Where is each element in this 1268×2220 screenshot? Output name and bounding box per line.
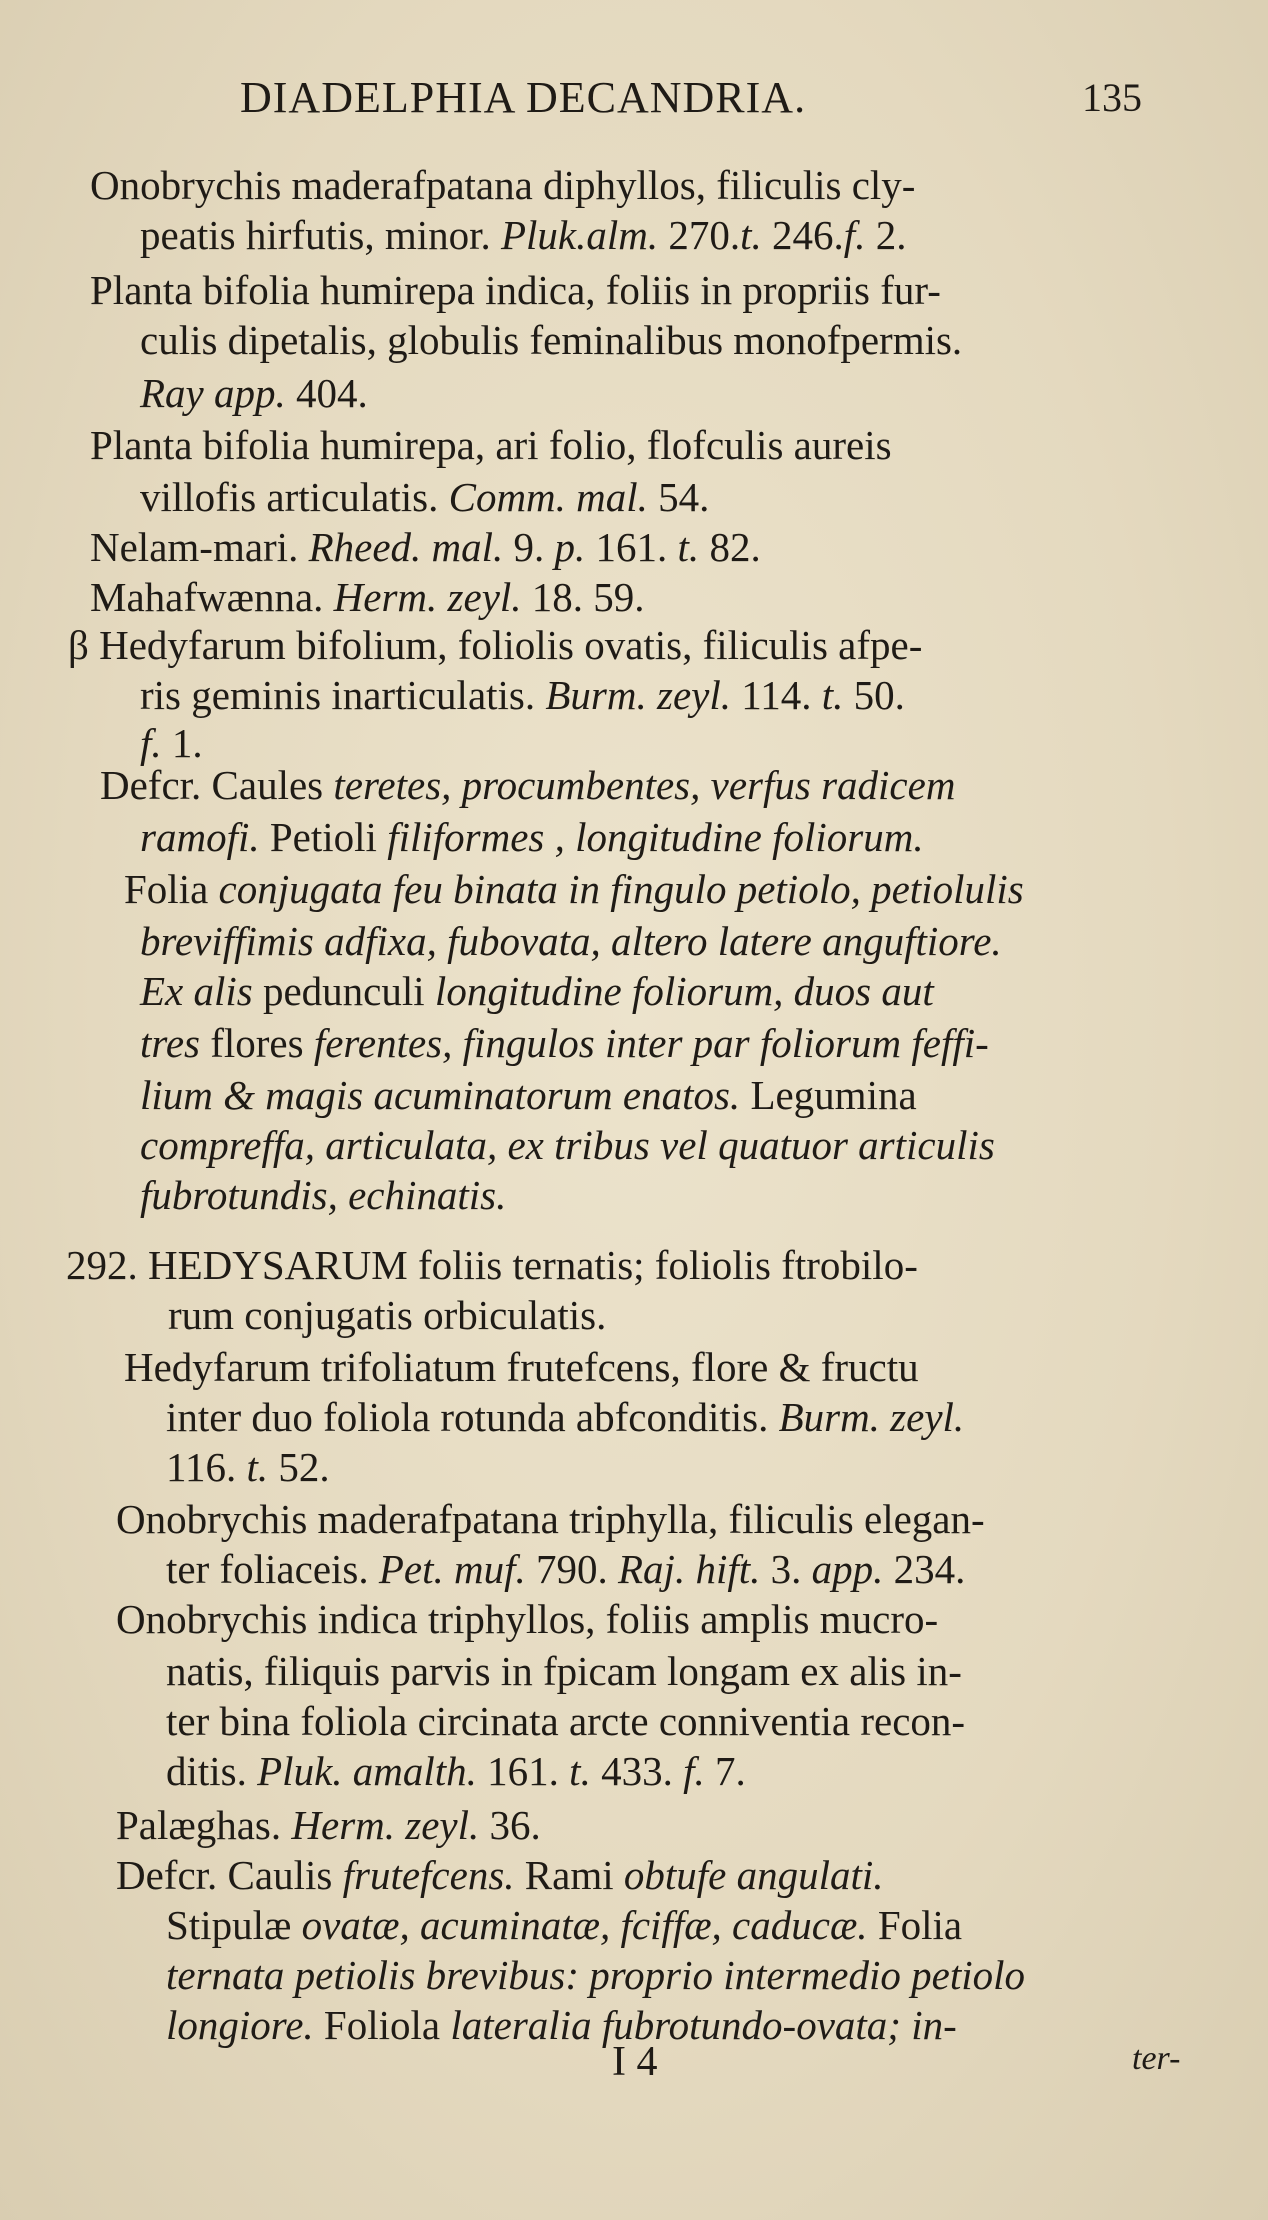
text-segment: Onobrychis indica triphyllos, foliis amplis mucro- — [116, 1596, 939, 1642]
text-segment: t. — [677, 524, 700, 570]
text-segment: 54. — [647, 474, 710, 520]
text-segment: f. — [843, 212, 866, 258]
text-line — [166, 1544, 965, 1594]
text-segment: Burm. zeyl. — [545, 672, 731, 718]
text-segment: 36. — [479, 1802, 541, 1848]
text-segment: 246. — [761, 212, 844, 258]
text-segment: teretes, procumbentes, verfus radicem — [333, 762, 956, 808]
text-segment: 52. — [268, 1444, 330, 1490]
text-line — [116, 1850, 884, 1900]
text-segment: ter bina foliola circinata arcte conniventia recon- — [166, 1698, 966, 1744]
text-segment: f. — [140, 720, 162, 766]
text-segment: Folia — [867, 1902, 963, 1948]
text-segment: Palæghas. — [116, 1802, 292, 1848]
text-line — [116, 1594, 938, 1644]
text-line — [100, 760, 955, 810]
text-segment: Nelam-mari. — [90, 524, 309, 570]
text-segment: Stipulæ — [166, 1902, 302, 1948]
text-segment: lium & magis acuminatorum enatos. — [140, 1072, 741, 1118]
text-line — [140, 315, 962, 365]
text-segment: 790. — [525, 1546, 619, 1592]
text-segment: Pluk.alm. — [501, 212, 659, 258]
text-segment: filiformes , longitudine foliorum. — [387, 814, 924, 860]
text-line — [90, 265, 941, 315]
text-segment: 7. — [704, 1748, 746, 1794]
text-segment: Mahafwænna. — [90, 574, 334, 620]
text-line — [166, 1950, 1025, 2000]
text-segment: ter foliaceis. — [166, 1546, 379, 1592]
text-segment: f. — [683, 1748, 705, 1794]
text-line — [124, 1342, 919, 1392]
text-line — [140, 1120, 995, 1170]
page-header — [0, 72, 1268, 132]
text-segment: β Hedyfarum bifolium, foliolis ovatis, filiculis afpe- — [68, 622, 923, 668]
text-segment: Planta bifolia humirepa indica, foliis in propriis fur- — [90, 267, 941, 313]
text-line — [90, 522, 761, 572]
text-segment: Rami — [514, 1852, 624, 1898]
text-line — [140, 1170, 506, 1220]
text-line — [166, 1442, 330, 1492]
text-line — [140, 916, 1002, 966]
text-segment: conjugata feu binata in fingulo petiolo, petiolulis — [218, 866, 1024, 912]
text-segment: fubrotundis, echinatis. — [140, 1172, 507, 1218]
text-line — [90, 420, 892, 470]
text-segment: Comm. mal. — [448, 474, 648, 520]
text-segment: breviffimis adfixa, fubovata, altero latere anguftiore. — [140, 918, 1002, 964]
text-segment: Onobrychis maderafpatana diphyllos, filiculis cly- — [90, 162, 916, 208]
text-segment: Petioli — [259, 814, 388, 860]
text-line — [166, 1392, 964, 1442]
text-segment: Raj. hift. — [618, 1546, 761, 1592]
text-segment: ris geminis inarticulatis. — [140, 672, 546, 718]
text-segment: Herm. zeyl. — [333, 574, 522, 620]
text-line — [140, 812, 924, 862]
text-segment: Defcr. Caules — [100, 762, 334, 808]
catchword: ter- — [1132, 2040, 1181, 2077]
text-segment: Folia — [124, 866, 219, 912]
text-segment: ramofi. — [140, 814, 260, 860]
text-line — [116, 1800, 541, 1850]
text-segment: frutefcens. — [342, 1852, 515, 1898]
text-segment: natis, filiquis parvis in fpicam longam ex alis in- — [166, 1648, 962, 1694]
text-segment: ternata petiolis brevibus: proprio intermedio petiolo — [166, 1952, 1026, 1998]
text-segment: 50. — [843, 672, 905, 718]
text-segment: Defcr. Caulis — [116, 1852, 343, 1898]
text-segment: 433. — [590, 1748, 684, 1794]
text-segment: Ray app. — [140, 370, 286, 416]
text-segment: Legumina — [740, 1072, 917, 1118]
text-segment: p. — [554, 524, 586, 570]
text-segment: Planta bifolia humirepa, ari folio, flofculis aureis — [90, 422, 892, 468]
text-line — [166, 2000, 957, 2050]
text-line — [140, 210, 906, 260]
text-line — [124, 864, 1024, 914]
text-segment: Foliola — [313, 2002, 451, 2048]
text-segment: 1. — [161, 720, 203, 766]
text-segment: villofis articulatis. — [140, 474, 449, 520]
text-segment: longiore. — [166, 2002, 314, 2048]
text-segment: Rheed. mal. — [308, 524, 504, 570]
text-line — [140, 966, 934, 1016]
text-segment: Burm. zeyl. — [778, 1394, 965, 1440]
text-segment: rum conjugatis orbiculatis. — [168, 1292, 607, 1338]
text-segment: Pluk. amalth. — [257, 1748, 477, 1794]
text-segment: ferentes, fingulos inter par foliorum feffi- — [313, 1020, 989, 1066]
text-segment: t. — [569, 1748, 591, 1794]
text-segment: 161. — [585, 524, 678, 570]
text-segment: inter duo foliola rotunda abfconditis. — [166, 1394, 779, 1440]
signature-mark: I 4 — [612, 2039, 658, 2085]
text-line — [140, 1018, 989, 1068]
text-line — [90, 572, 645, 622]
text-segment: 404. — [285, 370, 368, 416]
text-segment: 270. — [658, 212, 741, 258]
text-line — [166, 1646, 962, 1696]
text-segment: 116. — [166, 1444, 247, 1490]
text-segment: t. — [740, 212, 762, 258]
text-line — [140, 1070, 917, 1120]
text-segment: ovatæ, acuminatæ, fciffæ, caducæ. — [301, 1902, 868, 1948]
text-segment: 292. HEDYSARUM foliis ternatis; foliolis ftrobilo- — [66, 1242, 918, 1288]
running-head: DIADELPHIA DECANDRIA. — [240, 73, 807, 122]
text-segment: lateralia fubrotundo-ovata; in- — [450, 2002, 957, 2048]
text-segment: flores — [210, 1020, 314, 1066]
text-segment: 3. — [760, 1546, 812, 1592]
text-segment: 114. — [731, 672, 822, 718]
text-segment: Ex alis — [140, 968, 263, 1014]
text-line — [166, 1746, 746, 1796]
text-segment: tres — [140, 1020, 211, 1066]
text-segment: app. — [811, 1546, 884, 1592]
text-segment: compreffa, articulata, ex tribus vel quatuor articulis — [140, 1122, 995, 1168]
text-segment: 2. — [865, 212, 907, 258]
text-segment: pedunculi — [262, 968, 435, 1014]
text-line — [116, 1494, 985, 1544]
text-segment: Onobrychis maderafpatana triphylla, filiculis elegan- — [116, 1496, 985, 1542]
text-segment: longitudine foliorum, duos aut — [434, 968, 934, 1014]
text-segment: t. — [821, 672, 844, 718]
text-line — [140, 368, 368, 418]
text-segment: Herm. zeyl. — [291, 1802, 480, 1848]
text-line — [140, 670, 905, 720]
text-segment: culis dipetalis, globulis feminalibus monofpermis. — [140, 317, 963, 363]
page-number: 135 — [1082, 75, 1142, 120]
text-segment: Hedyfarum trifoliatum frutefcens, flore & fructu — [124, 1344, 919, 1390]
text-line — [166, 1900, 962, 1950]
text-segment: 18. 59. — [521, 574, 645, 620]
text-segment: 9. — [503, 524, 555, 570]
text-line — [166, 1696, 965, 1746]
text-segment: obtufe angulati. — [623, 1852, 884, 1898]
text-segment: t. — [246, 1444, 269, 1490]
text-line — [168, 1290, 606, 1340]
text-line — [68, 620, 922, 670]
text-line — [66, 1240, 918, 1290]
text-line — [140, 472, 709, 522]
text-segment: ditis. — [166, 1748, 258, 1794]
text-segment: 82. — [699, 524, 761, 570]
text-line — [90, 160, 915, 210]
text-segment: peatis hirfutis, minor. — [140, 212, 501, 258]
text-segment: Pet. muf. — [378, 1546, 526, 1592]
text-segment: 161. — [476, 1748, 570, 1794]
text-segment: 234. — [883, 1546, 966, 1592]
